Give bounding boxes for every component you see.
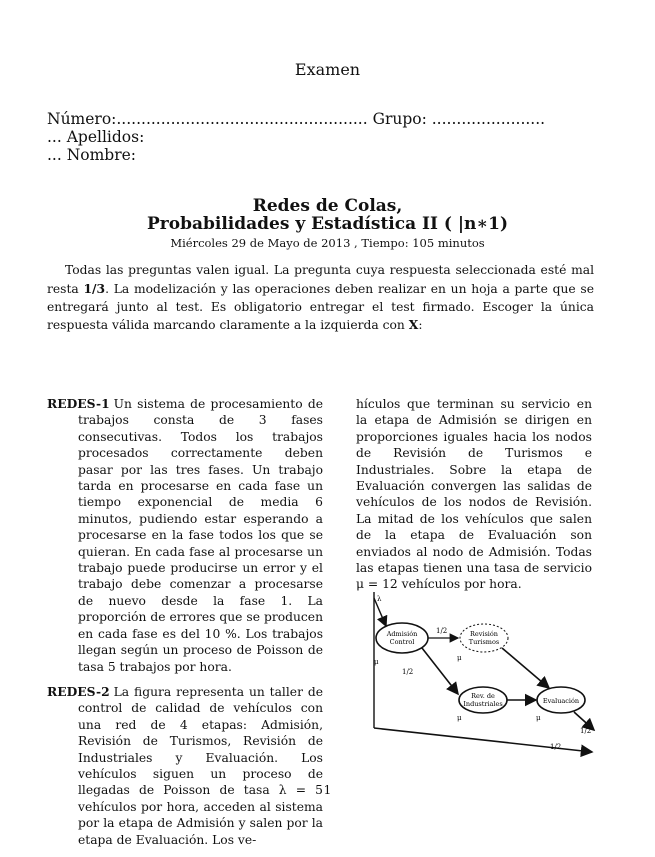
mu-industrial-label: μ [457, 714, 462, 722]
surname-field: ... Apellidos: [47, 128, 145, 146]
industrial-label-1: Rev. de [471, 692, 495, 700]
evaluation-label: Evaluación [542, 697, 580, 705]
question-redes-2 [47, 684, 323, 848]
tourism-to-evaluation-arrow [502, 648, 549, 688]
course-title-line2: Probabilidades y Estadística II ( |n∗1) [147, 214, 508, 234]
network-diagram [364, 590, 600, 758]
question-text: La figura representa un taller de control de calidad de vehículos con una red de 4 etapas: Admisión, Revisión de Turismos, Revisión de Industriales y Evaluación. Los vehículos siguen un proceso de llegadas de Poisson de tasa λ = 5 vehículos por hora, acceden al sistema por la etapa de Admisión y salen por la etapa de Evaluación. Los ve- [78, 684, 323, 847]
tourism-label-2: Turismos [468, 638, 500, 646]
question-redes-1 [47, 396, 323, 675]
prob-top-label: 1/2 [436, 627, 448, 635]
mu-admission-label: μ [374, 658, 379, 666]
admission-label-1: Admisión [386, 630, 418, 638]
tourism-label-1: Revisión [469, 630, 499, 638]
mu-evaluation-label: μ [536, 714, 541, 722]
prob-right-label: 1/2 [580, 727, 592, 735]
mu-tourism-label: μ [457, 654, 462, 662]
exam-title: Examen [294, 60, 361, 79]
exam-date-time: Miércoles 29 de Mayo de 2013 , Tiempo: 105 minutos [170, 236, 485, 250]
admission-label-2: Control [389, 638, 415, 646]
right-column-continuation: hículos que terminan su servicio en la etapa de Admisión se dirigen en proporciones iguales hacia los nodos de Revisión de Turismos e Industriales. Sobre la etapa de Evaluación convergen las salidas de vehículos de los nodos de Revisión. La mitad de los vehículos que salen de la etapa de Evaluación son enviados al nodo de Admisión. Todas las etapas tienen una tasa de servicio μ = 12 vehículos por hora. [356, 397, 592, 592]
lambda-label: λ [377, 595, 382, 603]
question-label: REDES-2 [47, 683, 110, 699]
prob-mid-label: 1/2 [402, 668, 414, 676]
course-title-line1: Redes de Colas, [252, 196, 403, 216]
instructions-part1: Todas las preguntas valen igual. La pregunta cuya respuesta seleccionada esté mal resta [47, 263, 594, 296]
question-label: REDES-1 [47, 396, 110, 411]
instructions-part2: . La modelización y las operaciones deben realizar en un hoja a parte que se entregará junto al test. Es obligatorio entregar el test firmado. Escoger la única respuesta válida marcando claramente a la izquierda con [47, 281, 594, 333]
name-field: ... Nombre: [47, 146, 137, 164]
penalty-value: 1/3 [83, 280, 106, 296]
page-number: 1 [323, 783, 332, 797]
industrial-label-2: Industriales [463, 700, 503, 708]
admission-to-industrial-arrow [422, 648, 458, 694]
instructions [47, 262, 594, 335]
instructions-part3: : [418, 318, 423, 333]
number-group-field: Número:................................................... Grupo: ....................... [47, 110, 546, 128]
question-text: Un sistema de procesamiento de trabajos consta de 3 fases consecutivas. Todos los trabajos procesados correctamente deben pasar por las tres fases. Un trabajo tarda en procesarse en cada fase un tiempo exponencial de media 6 minutos, pudiendo estar esperando a procesarse en la fase todos los que se quieran. En cada fase al procesarse un trabajo puede producirse un error y el trabajo debe comenzar a procesarse de nuevo desde la fase 1. La proporción de errores que se producen en cada fase es del 10 %. Los trabajos llegan según un proceso de Poisson de tasa 5 trabajos por hora. [78, 397, 323, 674]
prob-bottom-label: 1/2 [550, 743, 562, 751]
mark-symbol: X [408, 317, 419, 333]
